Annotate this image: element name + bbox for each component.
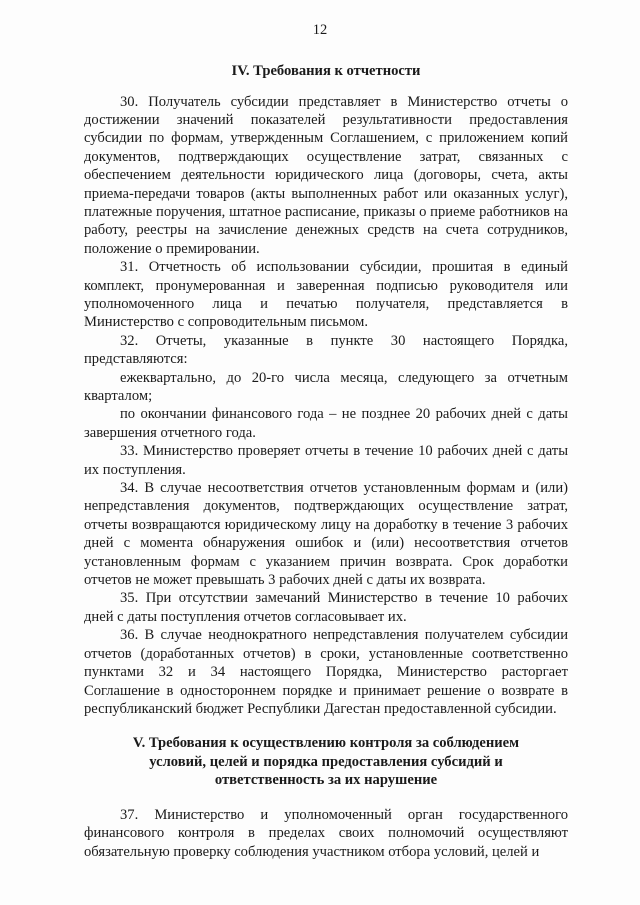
paragraph-33: 33. Министерство проверяет отчеты в течение 10 рабочих дней с даты их поступления. — [84, 443, 568, 478]
paragraph-30: 30. Получатель субсидии представляет в Министерство отчеты о достижении значений показателей результативности предоставления субсидии по формам, утвержденным Соглашением, с приложением копий документов, подтверждающих осуществление затрат, связанных с обеспечением деятельности юридического лица (договоры, счета, акты приема-передачи товаров (акты выполненных работ или оказанных услуг), платежные поручения, штатное расписание, приказы о приеме работников на работу, реестры на зачисление денежных средств на счета сотрудников, положение о премировании. — [84, 93, 568, 257]
section-5-title-line-1: V. Требования к осуществлению контроля за соблюдением — [132, 735, 520, 752]
paragraph-34: 34. В случае несоответствия отчетов установленным формам и (или) непредставления документов, подтверждающих осуществление затрат, отчеты возвращаются юридическому лицу на доработку в течение 3 рабочих дней с момента обнаружения ошибок и (или) несоответствия отчетов установленным формам с указанием причин возврата. Срок доработки отчетов не может превышать 3 рабочих дней с даты их возврата. — [84, 480, 568, 589]
paragraph-35: 35. При отсутствии замечаний Министерство в течение 10 рабочих дней с даты поступления отчетов согласовывает их. — [84, 590, 568, 625]
paragraph-37: 37. Министерство и уполномоченный орган государственного финансового контроля в пределах своих полномочий осуществляют обязательную проверку соблюдения участником отбора условий, целей и — [84, 806, 568, 860]
section-4-title: IV. Требования к отчетности — [231, 63, 421, 79]
section-5-title — [84, 734, 568, 790]
section-5-title-line-2: условий, целей и порядка предоставления субсидий и — [149, 753, 503, 770]
paragraph-32-annual: по окончании финансового года – не позднее 20 рабочих дней с даты завершения отчетного года. — [84, 406, 568, 441]
document-body — [84, 62, 568, 861]
paragraph-36: 36. В случае неоднократного непредставления получателем субсидии отчетов (доработанных отчетов) в сроки, установленные соответственно пунктами 32 и 34 настоящего Порядка, Министерство расторгает Соглашение в одностороннем порядке и принимает решение о возврате в республиканский бюджет Республики Дагестан предоставленной субсидии. — [84, 627, 568, 717]
section-5-title-line-3: ответственность за их нарушение — [214, 772, 438, 789]
paragraph-31: 31. Отчетность об использовании субсидии, прошитая в единый комплект, пронумерованная и заверенная подписью руководителя или уполномоченного лица и печатью получателя, представляется в Министерство с сопроводительным письмом. — [84, 259, 568, 331]
page-number: 12 — [312, 22, 328, 38]
paragraph-32: 32. Отчеты, указанные в пункте 30 настоящего Порядка, представляются: — [84, 332, 568, 368]
paragraph-32-quarterly: ежеквартально, до 20-го числа месяца, следующего за отчетным кварталом; — [84, 369, 568, 404]
